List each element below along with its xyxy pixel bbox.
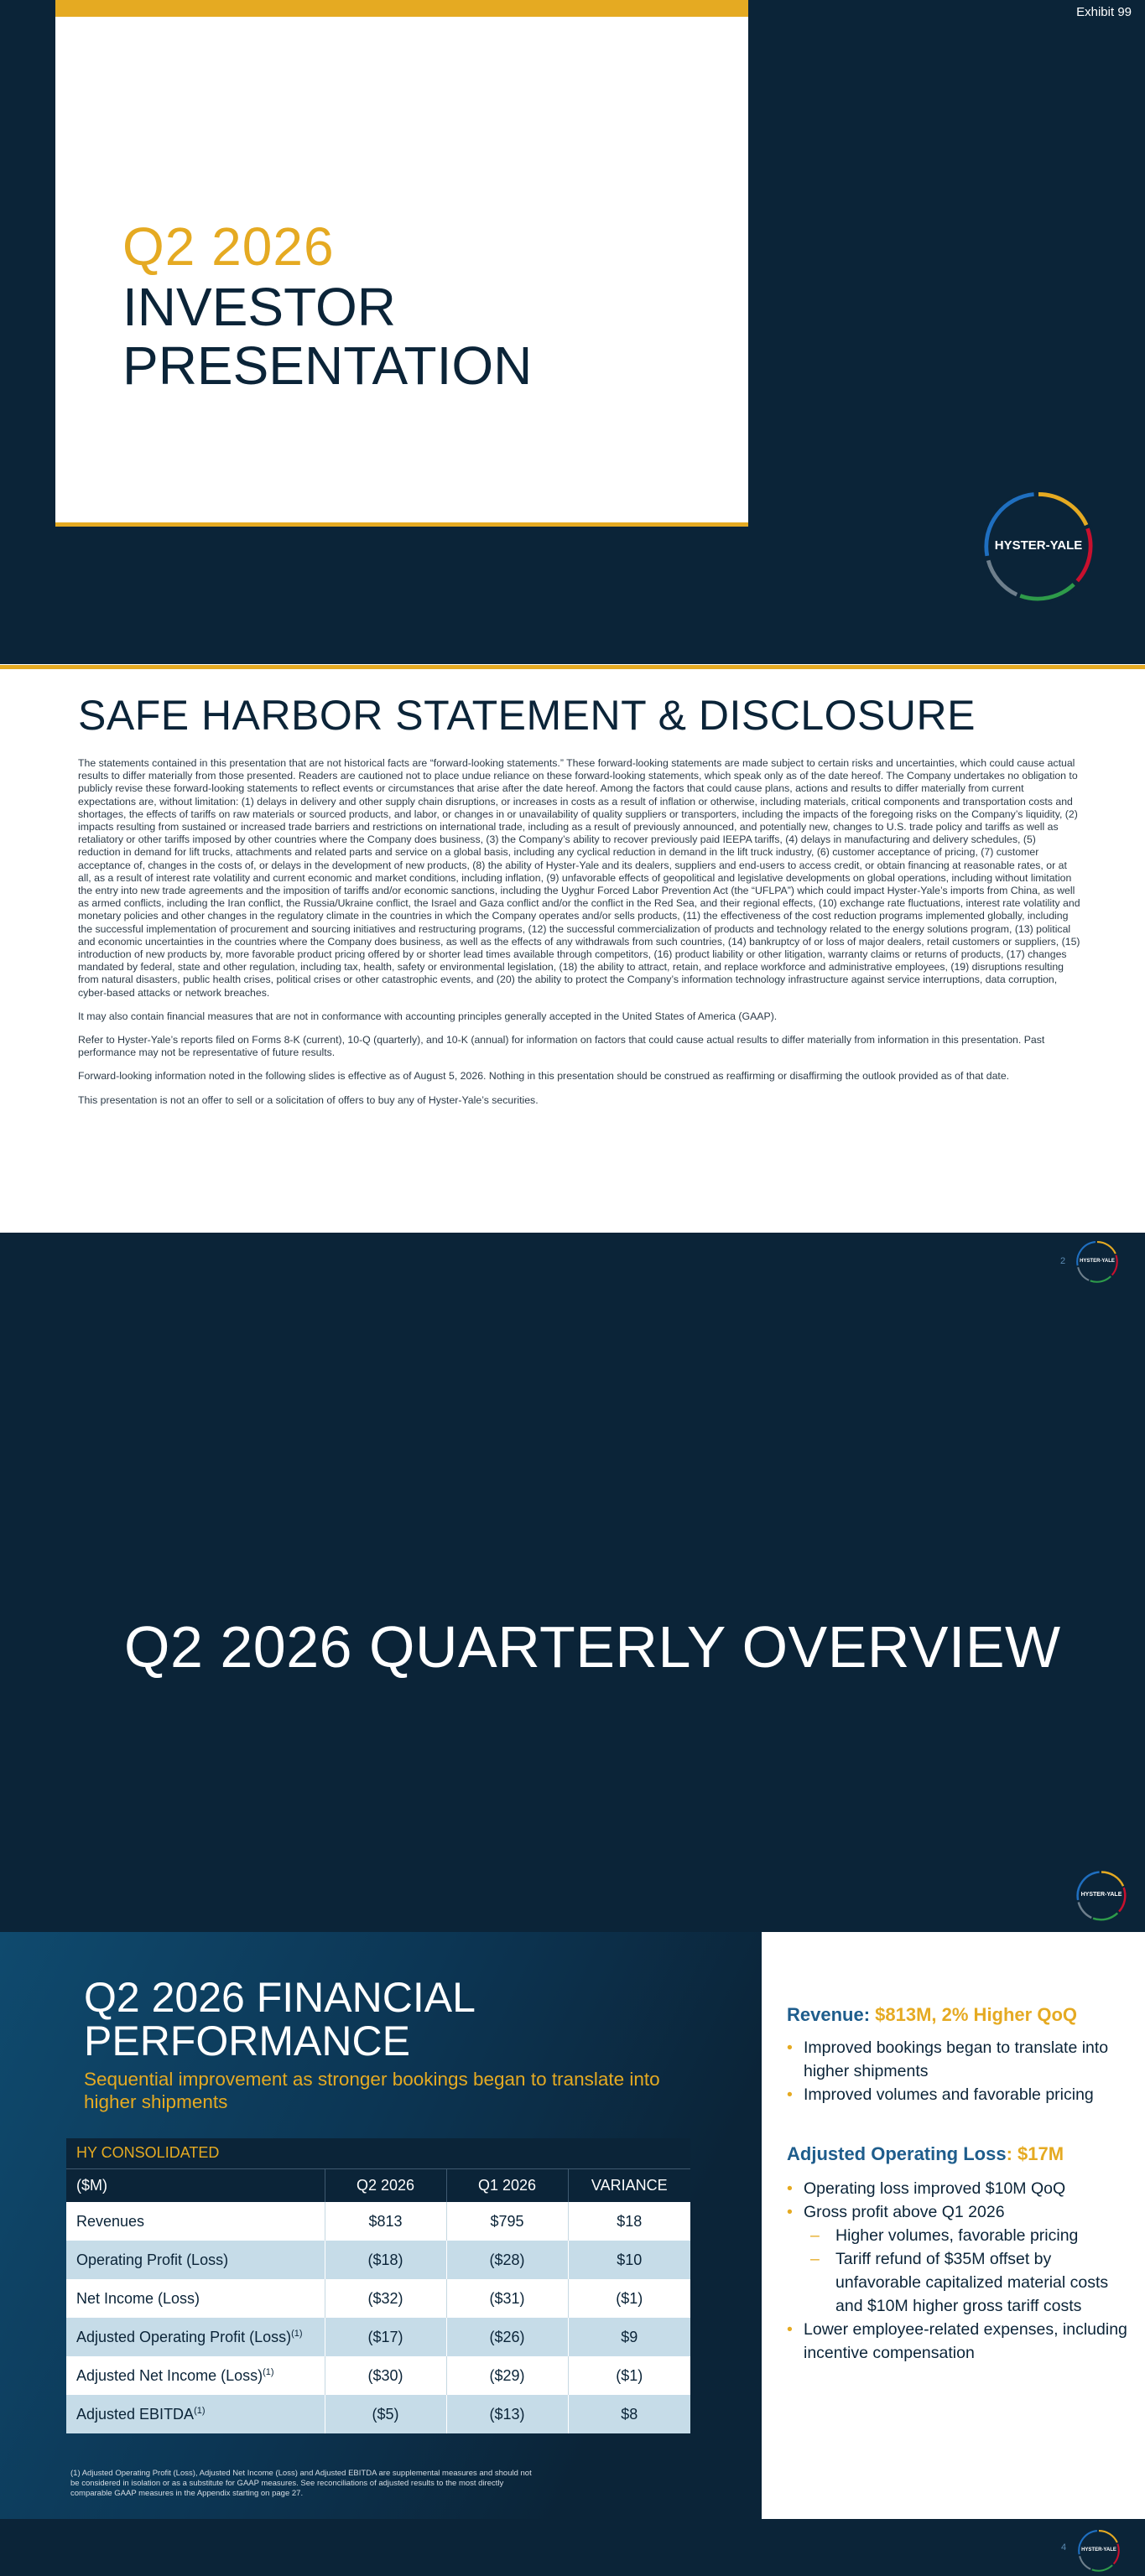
adjusted-operating-loss-heading: Adjusted Operating Loss: $17M	[787, 2143, 1064, 2164]
dash-icon: –	[810, 2250, 820, 2268]
slide-financial-performance	[0, 1932, 1145, 2576]
list-item: • Lower employee-related expenses, including incentive compensation	[787, 2318, 1131, 2365]
table-footnote: (1) Adjusted Operating Profit (Loss), Adjusted Net Income (Loss) and Adjusted EBITDA are supplemental measures and should not be considered in isolation or as a substitute for GAAP measures. See reconciliations of adjusted results to the most directly comparable GAAP measures in the Appendix starting on page 27.	[70, 2469, 532, 2498]
logo-text: HYSTER-YALE	[994, 538, 1083, 553]
safe-harbor-title: SAFE HARBOR STATEMENT & DISCLOSURE	[78, 692, 976, 739]
page-number: 4	[1061, 2542, 1067, 2553]
financial-title-line2: PERFORMANCE	[84, 2018, 410, 2064]
gold-rule	[0, 665, 1145, 669]
cell-q1: ($29)	[446, 2356, 568, 2395]
slide-quarterly-overview	[0, 1288, 1145, 1932]
page-number: 2	[1060, 1256, 1066, 1266]
list-item: • Operating loss improved $10M QoQ	[787, 2177, 1131, 2200]
table-row	[66, 2202, 690, 2241]
table-row	[66, 2279, 690, 2318]
list-item: • Improved bookings began to translate into higher shipments	[787, 2036, 1131, 2083]
cell-variance: $18	[568, 2202, 690, 2241]
row-label: Operating Profit (Loss)	[66, 2241, 325, 2279]
cell-q1: $795	[446, 2202, 568, 2241]
cell-q2: ($18)	[325, 2241, 446, 2279]
table-header-row	[66, 2168, 690, 2202]
title-quarter: Q2 2026	[122, 216, 335, 277]
row-label: Adjusted EBITDA$^{(1)}$	[66, 2395, 325, 2433]
bullet-icon: •	[787, 2320, 793, 2339]
sub-list-item: – Tariff refund of $35M offset by unfavorable capitalized material costs and $10M higher gross tariff costs	[787, 2247, 1131, 2318]
bullet-icon: •	[787, 2085, 793, 2104]
revenue-heading: Revenue: $813M, 2% Higher QoQ	[787, 2004, 1078, 2025]
cell-q1: ($31)	[446, 2279, 568, 2318]
logo-text: HYSTER-YALE	[1081, 2547, 1116, 2553]
safe-harbor-paragraph: It may also contain financial measures that are not in conformance with accounting principles generally accepted in the United States of America (GAAP).	[78, 1010, 778, 1022]
financial-title	[84, 1976, 476, 2063]
cell-q2: ($30)	[325, 2356, 446, 2395]
table-row	[66, 2395, 690, 2433]
hyster-yale-logo-small	[1077, 2529, 1121, 2573]
logo-text: HYSTER-YALE	[1080, 1892, 1122, 1898]
slide-footer	[0, 1233, 1145, 1288]
cell-variance: ($1)	[568, 2356, 690, 2395]
safe-harbor-body	[78, 757, 1080, 1118]
cell-variance: $10	[568, 2241, 690, 2279]
column-header: VARIANCE	[568, 2168, 690, 2202]
row-label: Adjusted Operating Profit (Loss)$^{(1)}$	[66, 2318, 325, 2356]
title-line-investor: INVESTOR	[122, 277, 396, 337]
cell-variance: ($1)	[568, 2279, 690, 2318]
dash-icon: –	[810, 2226, 820, 2245]
bullet-icon: •	[787, 2038, 793, 2057]
slide-divider	[0, 644, 1145, 664]
table-caption: HY CONSOLIDATED	[66, 2138, 690, 2168]
bullet-icon: •	[787, 2203, 793, 2221]
column-header: Q2 2026	[325, 2168, 446, 2202]
table-row	[66, 2356, 690, 2395]
safe-harbor-paragraph: Refer to Hyster-Yale’s reports filed on Forms 8-K (current), 10-Q (quarterly), and 10-K (annual) for information on factors that could cause actual results to differ materially from information in this presentation. Past performance may not be representative of future results.	[78, 1034, 1045, 1059]
slide-safe-harbor	[0, 644, 1145, 1288]
cell-q1: ($13)	[446, 2395, 568, 2433]
column-header: Q1 2026	[446, 2168, 568, 2202]
bullet-icon: •	[787, 2179, 793, 2198]
hyster-yale-logo	[981, 490, 1096, 604]
exhibit-label: Exhibit 99	[1076, 5, 1132, 19]
financial-subtitle: Sequential improvement as stronger bookings began to translate into higher shipments	[84, 2069, 660, 2112]
financial-table	[66, 2138, 690, 2433]
hyster-yale-logo-small	[1075, 1870, 1127, 1922]
safe-harbor-paragraph: This presentation is not an offer to sell or a solicitation of offers to buy any of Hyster-Yale’s securities.	[78, 1093, 539, 1106]
revenue-bullets	[787, 2036, 1131, 2106]
safe-harbor-paragraph: Forward-looking information noted in the following slides is effective as of August 5, 2026. Nothing in this presentation should be construed as reaffirming or disaffirming the outlook provided as of that date.	[78, 1070, 1010, 1083]
cell-q2: ($5)	[325, 2395, 446, 2433]
column-header: ($M)	[66, 2168, 325, 2202]
row-label: Adjusted Net Income (Loss)$^{(1)}$	[66, 2356, 325, 2395]
gold-top-bar	[55, 0, 748, 17]
table-row	[66, 2318, 690, 2356]
cell-variance: $9	[568, 2318, 690, 2356]
cell-q2: ($32)	[325, 2279, 446, 2318]
title-line-presentation: PRESENTATION	[122, 335, 533, 396]
row-label: Net Income (Loss)	[66, 2279, 325, 2318]
logo-text: HYSTER-YALE	[1080, 1259, 1115, 1264]
title-card	[55, 0, 748, 527]
cell-variance: $8	[568, 2395, 690, 2433]
row-label: Revenues	[66, 2202, 325, 2241]
cell-q2: $813	[325, 2202, 446, 2241]
cell-q1: ($28)	[446, 2241, 568, 2279]
slide-title	[0, 0, 1145, 644]
financial-title-line1: Q2 2026 FINANCIAL	[84, 1974, 476, 2021]
cell-q2: ($17)	[325, 2318, 446, 2356]
list-item: • Improved volumes and favorable pricing	[787, 2083, 1131, 2106]
safe-harbor-paragraph: The statements contained in this presentation that are not historical facts are “forward-looking statements.” These forward-looking statements are made subject to certain risks and uncertainties, which could cause actual results to differ materially from those presented. Readers are cautioned not to place undue reliance on these forward-looking statements, which speak only as of the date hereof. The Company undertakes no obligation to publicly revise these forward-looking statements to reflect events or circumstances that arise after the date hereof. Among the factors that could cause plans, actions and results to differ materially from current expectations are, without limitation: (1) delays in delivery and other supply chain disruptions, or increases in costs as a result of inflation or otherwise, including materials, critical components and transportation costs and shortages, the effects of tariffs on raw materials or sourced products, and labor, or changes in or unavailability of quality suppliers or transporters, including the impacts of the foregoing risks on the Company’s liquidity, (2) impacts resulting from sustained or increased trade barriers and restrictions on international trade, including as a result of previously announced, and potentially new, changes to U.S. trade policy and tariffs as well as retaliatory or other tariffs imposed by other countries where the Company does business, (3) the Company’s ability to recover previously paid IEEPA tariffs, (4) delays in manufacturing and delivery schedules, (5) reduction in demand for lift trucks, attachments and related parts and service on a global basis, including any cyclical reduction in demand in the lift truck industry, (6) customer acceptance of pricing, (7) customer acceptance of, changes in the costs of, or delays in the development of new products, (8) the ability of Hyster-Yale and its dealers, suppliers and end-users to access credit, or obtain financing at reasonable rates, or at all, as a result of interest rate volatility and current economic and market conditions, including inflation, (9) unfavorable effects of geopolitical and legislative developments on global operations, including without limitation the entry into new trade agreements and the imposition of tariffs and/or economic sanctions, including the Uyghur Forced Labor Prevention Act (the “UFLPA”) which could impact Hyster-Yale’s imports from China, as well as armed conflicts, including the Iran conflict, the Russia/Ukraine conflict, the Israel and Gaza conflict and/or the conflict in the Red Sea, and their regional effects, (10) exchange rate fluctuations, interest rate volatility and monetary policies and other changes in the regulatory climate in the countries in which the Company operates and/or sells products, (11) the effectiveness of the cost reduction programs implemented globally, including the successful implementation of procurement and sourcing initiatives and restructuring programs, (12) the successful commercialization of products and technology related to the energy solutions program, (13) political and economic uncertainties in the countries where the Company does business, as well as the effects of any withdrawals from such countries, (14) bankruptcy of or loss of major dealers, retail customers or suppliers, (15) introduction of new products by, more favorable product pricing offered by or shorter lead times available through competitors, (16) product liability or other litigation, warranty claims or returns of products, (17) changes mandated by federal, state and other regulation, including tax, health, safety or environmental legislation, (18) the ability to attract, retain, and replace workforce and administrative employees, (19) disruptions resulting from natural disasters, public health crises, political crises or other catastrophic events, and (20) the ability to protect the Company’s information technology infrastructure against service interruptions, data corruption, cyber-based attacks or network breaches.	[78, 757, 1080, 999]
highlights-panel	[762, 1932, 1145, 2519]
sub-list-item: – Higher volumes, favorable pricing	[787, 2224, 1131, 2247]
cell-q1: ($26)	[446, 2318, 568, 2356]
list-item: • Gross profit above Q1 2026	[787, 2200, 1131, 2224]
gold-bottom-bar	[55, 522, 748, 527]
hyster-yale-logo-small	[1075, 1240, 1119, 1284]
section-title: Q2 2026 QUARTERLY OVERVIEW	[124, 1614, 1061, 1680]
operating-loss-bullets	[787, 2177, 1131, 2365]
table-row	[66, 2241, 690, 2279]
